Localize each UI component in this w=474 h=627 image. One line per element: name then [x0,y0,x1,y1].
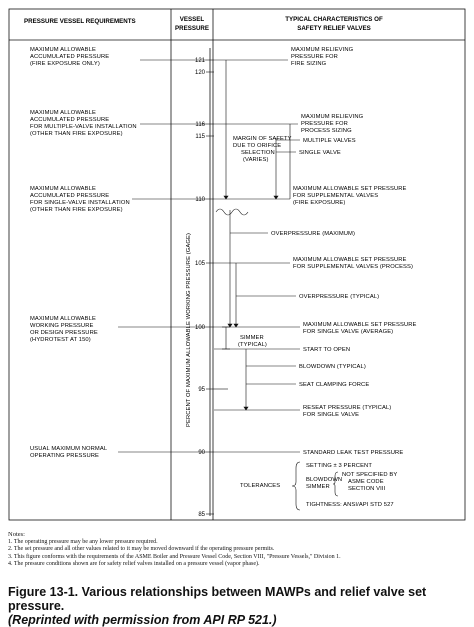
left-label-4-line-3: OR DESIGN PRESSURE [30,330,98,336]
right-label-simmer: SIMMER [306,484,330,490]
left-label-3-line-2: ACCUMULATED PRESSURE [30,193,110,199]
left-label-1-line-2: ACCUMULATED PRESSURE [30,54,110,60]
left-label-4-line-2: WORKING PRESSURE [30,323,94,329]
header-pressure: PRESSURE [174,25,210,32]
caption-line-2: (Reprinted with permission from API RP 521.) [8,613,277,627]
left-label-3-line-4: (OTHER THAN FIRE EXPOSURE) [30,207,123,213]
tick-121: 121 [194,58,205,64]
left-label-5-line-2: OPERATING PRESSURE [30,453,100,459]
right-label-fire-sizing-2: PRESSURE FOR [291,54,338,60]
caption-line-1: Figure 13-1. Various relationships between MAWPs and relief valve set pressure. [8,585,427,613]
right-label-single-valve: SINGLE VALVE [299,150,341,156]
right-label-margin-1: MARGIN OF SAFETY [233,136,292,142]
axis-ticks [195,58,214,518]
tick-115: 115 [195,134,205,140]
left-label-2-line-2: ACCUMULATED PRESSURE [30,117,110,123]
right-label-single-set-1: MAXIMUM ALLOWABLE SET PRESSURE [303,322,417,328]
right-label-tolerances: TOLERANCES [240,483,281,489]
left-label-5-line-1: USUAL MAXIMUM NORMAL [30,446,108,452]
right-label-not-specified-1: NOT SPECIFIED BY [342,472,398,478]
left-requirements [30,47,206,459]
right-label-fire-sizing-1: MAXIMUM RELIEVING [291,47,354,53]
note-3: 3. This figure conforms with the requirements of the ASME Boiler and Pressure Vessel Code, Section VIII, "Pressure Vessels," Division 1. [8,553,341,560]
header-vessel: VESSEL [179,16,205,23]
right-label-process-sizing-1: MAXIMUM RELIEVING [301,114,364,120]
axis-label: PERCENT OF MAXIMUM ALLOWABLE WORKING PRESSURE (GAGE) [186,233,192,427]
header-typical-characteristics: TYPICAL CHARACTERISTICS OF [285,16,383,23]
right-label-process-sizing-2: PRESSURE FOR [301,121,348,127]
right-label-not-specified-3: SECTION VIII [348,486,386,492]
right-label-supp-fire-1: MAXIMUM ALLOWABLE SET PRESSURE [293,186,407,192]
right-label-seat-clamping: SEAT CLAMPING FORCE [299,382,370,388]
tick-105: 105 [194,261,205,267]
tick-100: 100 [194,325,205,331]
right-label-supp-fire-2: FOR SUPPLEMENTAL VALVES [293,193,379,199]
tick-110: 110 [195,197,205,203]
right-label-blowdown: BLOWDOWN [306,477,343,483]
right-label-blowdown-typical: BLOWDOWN (TYPICAL) [299,364,366,370]
right-characteristics [233,47,417,508]
tick-95: 95 [198,387,205,393]
right-label-single-set-2: FOR SINGLE VALVE (AVERAGE) [303,329,394,335]
right-label-fire-sizing-3: FIRE SIZING [291,61,327,67]
right-label-multiple-valves: MULTIPLE VALVES [303,138,356,144]
left-label-1-line-3: (FIRE EXPOSURE ONLY) [30,61,100,67]
right-label-supp-process-2: FOR SUPPLEMENTAL VALVES (PROCESS) [293,264,414,270]
tick-120: 120 [194,70,205,76]
right-label-reseat-1: RESEAT PRESSURE (TYPICAL) [303,405,392,411]
header-pressure-vessel-requirements: PRESSURE VESSEL REQUIREMENTS [24,18,136,25]
right-label-overpressure-typical: OVERPRESSURE (TYPICAL) [299,294,380,300]
tick-116: 116 [195,122,205,128]
note-1: 1. The operating pressure may be any lower pressure required. [8,539,158,545]
left-label-2-line-3: FOR MULTIPLE-VALVE INSTALLATION [30,124,137,130]
right-label-not-specified-2: ASME CODE [348,479,384,485]
right-label-reseat-2: FOR SINGLE VALVE [303,412,360,418]
left-label-2-line-1: MAXIMUM ALLOWABLE [30,110,96,116]
right-label-setting-tolerance: SETTING ± 3 PERCENT [306,463,372,469]
right-label-simmer-2: (TYPICAL) [238,342,267,348]
right-label-simmer-1: SIMMER [240,335,264,341]
header-safety-relief-valves: SAFETY RELIEF VALVES [297,25,371,32]
figure-caption [8,585,468,627]
right-label-supp-fire-3: (FIRE EXPOSURE) [293,200,346,206]
tick-90: 90 [198,450,205,456]
left-label-4-line-1: MAXIMUM ALLOWABLE [30,316,96,322]
right-label-margin-2: DUE TO ORIFICE [233,143,282,149]
left-label-1-line-1: MAXIMUM ALLOWABLE [30,47,96,53]
note-4: 4. The pressure conditions shown are for safety relief valves installed on a pressure vessel (vapor phase). [8,561,260,568]
right-label-supp-process-1: MAXIMUM ALLOWABLE SET PRESSURE [293,257,407,263]
left-label-3-line-1: MAXIMUM ALLOWABLE [30,186,96,192]
right-label-start-to-open: START TO OPEN [303,347,351,353]
right-label-leak-test: STANDARD LEAK TEST PRESSURE [303,450,404,456]
note-2: 2. The set pressure and all other values related to it may be moved downward if the operating pressure permits. [8,546,275,553]
notes [8,539,341,569]
left-label-2-line-4: (OTHER THAN FIRE EXPOSURE) [30,131,123,137]
right-leader-lines [214,60,300,510]
right-label-overpressure-max: OVERPRESSURE (MAXIMUM) [271,231,356,237]
right-label-margin-4: (VARIES) [243,157,269,163]
right-label-margin-3: SELECTION [241,150,275,156]
tick-85: 85 [198,512,205,518]
right-label-tightness: TIGHTNESS: ANSI/API STD 527 [306,502,394,508]
notes-title: Notes: [8,531,25,538]
left-label-4-line-4: (HYDROTEST AT 150) [30,337,91,343]
left-label-3-line-3: FOR SINGLE-VALVE INSTALLATION [30,200,130,206]
right-label-process-sizing-3: PROCESS SIZING [301,128,352,134]
